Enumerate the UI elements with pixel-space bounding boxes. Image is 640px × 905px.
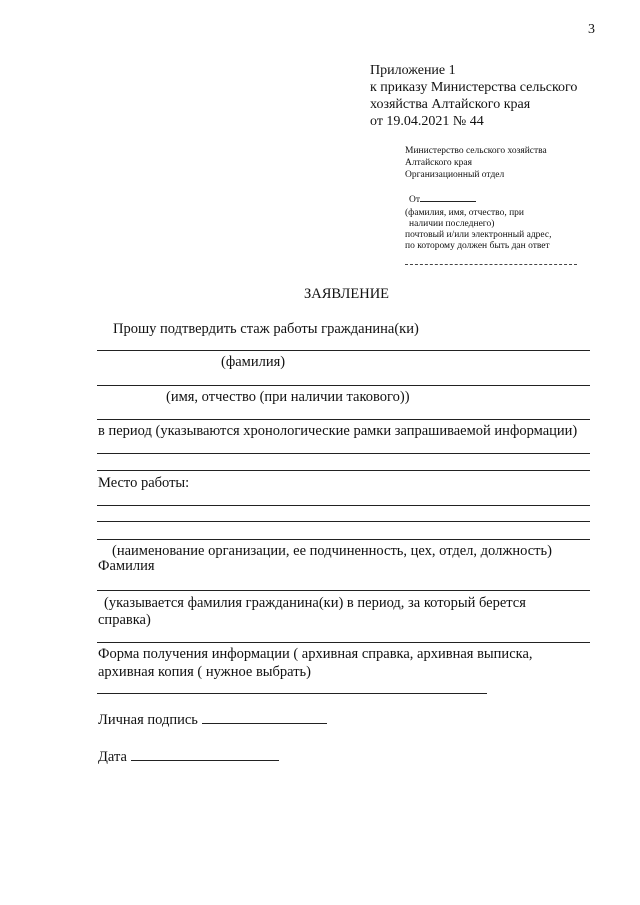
surname-hint-line-2: справка) [98,612,151,628]
name-line[interactable] [97,385,590,386]
request-text: Прошу подтвердить стаж работы гражданина(ки) [113,321,419,337]
workplace-label: Место работы: [98,475,190,491]
appendix-line-4: от 19.04.2021 № 44 [370,114,484,129]
sender-hint-4: по которому должен быть дан ответ [405,241,550,251]
from-label: От [409,195,421,205]
workplace-hint: (наименование организации, ее подчиненность, цех, отдел, должность) [112,543,552,559]
sender-answer-line[interactable] [405,264,577,265]
surname-hint-line-1: (указывается фамилия гражданина(ки) в период, за который берется [104,595,526,611]
signature-line[interactable] [202,723,327,724]
surname-hint-bottom-line[interactable] [97,642,590,643]
appendix-line-3: хозяйства Алтайского края [370,97,531,112]
period-line-1[interactable] [97,453,590,454]
signature-label: Личная подпись [98,712,198,728]
sender-hint-1: (фамилия, имя, отчество, при [405,208,525,218]
date-line[interactable] [131,760,279,761]
date-label: Дата [98,749,127,765]
document-title: ЗАЯВЛЕНИЕ [304,286,390,302]
sender-hint-2: наличии последнего) [409,219,495,229]
workplace-line-2[interactable] [97,521,590,522]
hint-name: (имя, отчество (при наличии такового)) [166,389,410,405]
form-answer-line[interactable] [97,693,487,694]
from-line[interactable] [420,201,476,202]
signature-row [98,712,327,729]
period-text: в период (указываются хронологические рамки запрашиваемой информации) [98,423,578,439]
appendix-line-2: к приказу Министерства сельского [370,80,578,95]
surname-line[interactable] [97,350,590,351]
surname-value-line[interactable] [97,590,590,591]
workplace-line-1[interactable] [97,505,590,506]
addressee-line-3: Организационный отдел [405,170,505,180]
date-row [98,749,279,766]
hint-surname: (фамилия) [221,354,286,370]
surname-label: Фамилия [98,558,155,574]
period-top-line[interactable] [97,419,590,420]
form-line-2: архивная копия ( нужное выбрать) [98,664,311,680]
addressee-line-2: Алтайского края [405,158,473,168]
workplace-line-3[interactable] [97,539,590,540]
appendix-line-1: Приложение 1 [370,63,456,78]
addressee-line-1: Министерство сельского хозяйства [405,146,547,156]
sender-hint-3: почтовый и/или электронный адрес, [405,230,552,240]
period-line-2[interactable] [97,470,590,471]
page-number: 3 [588,22,595,37]
form-line-1: Форма получения информации ( архивная справка, архивная выписка, [98,646,533,662]
sender-from-row [409,195,476,207]
